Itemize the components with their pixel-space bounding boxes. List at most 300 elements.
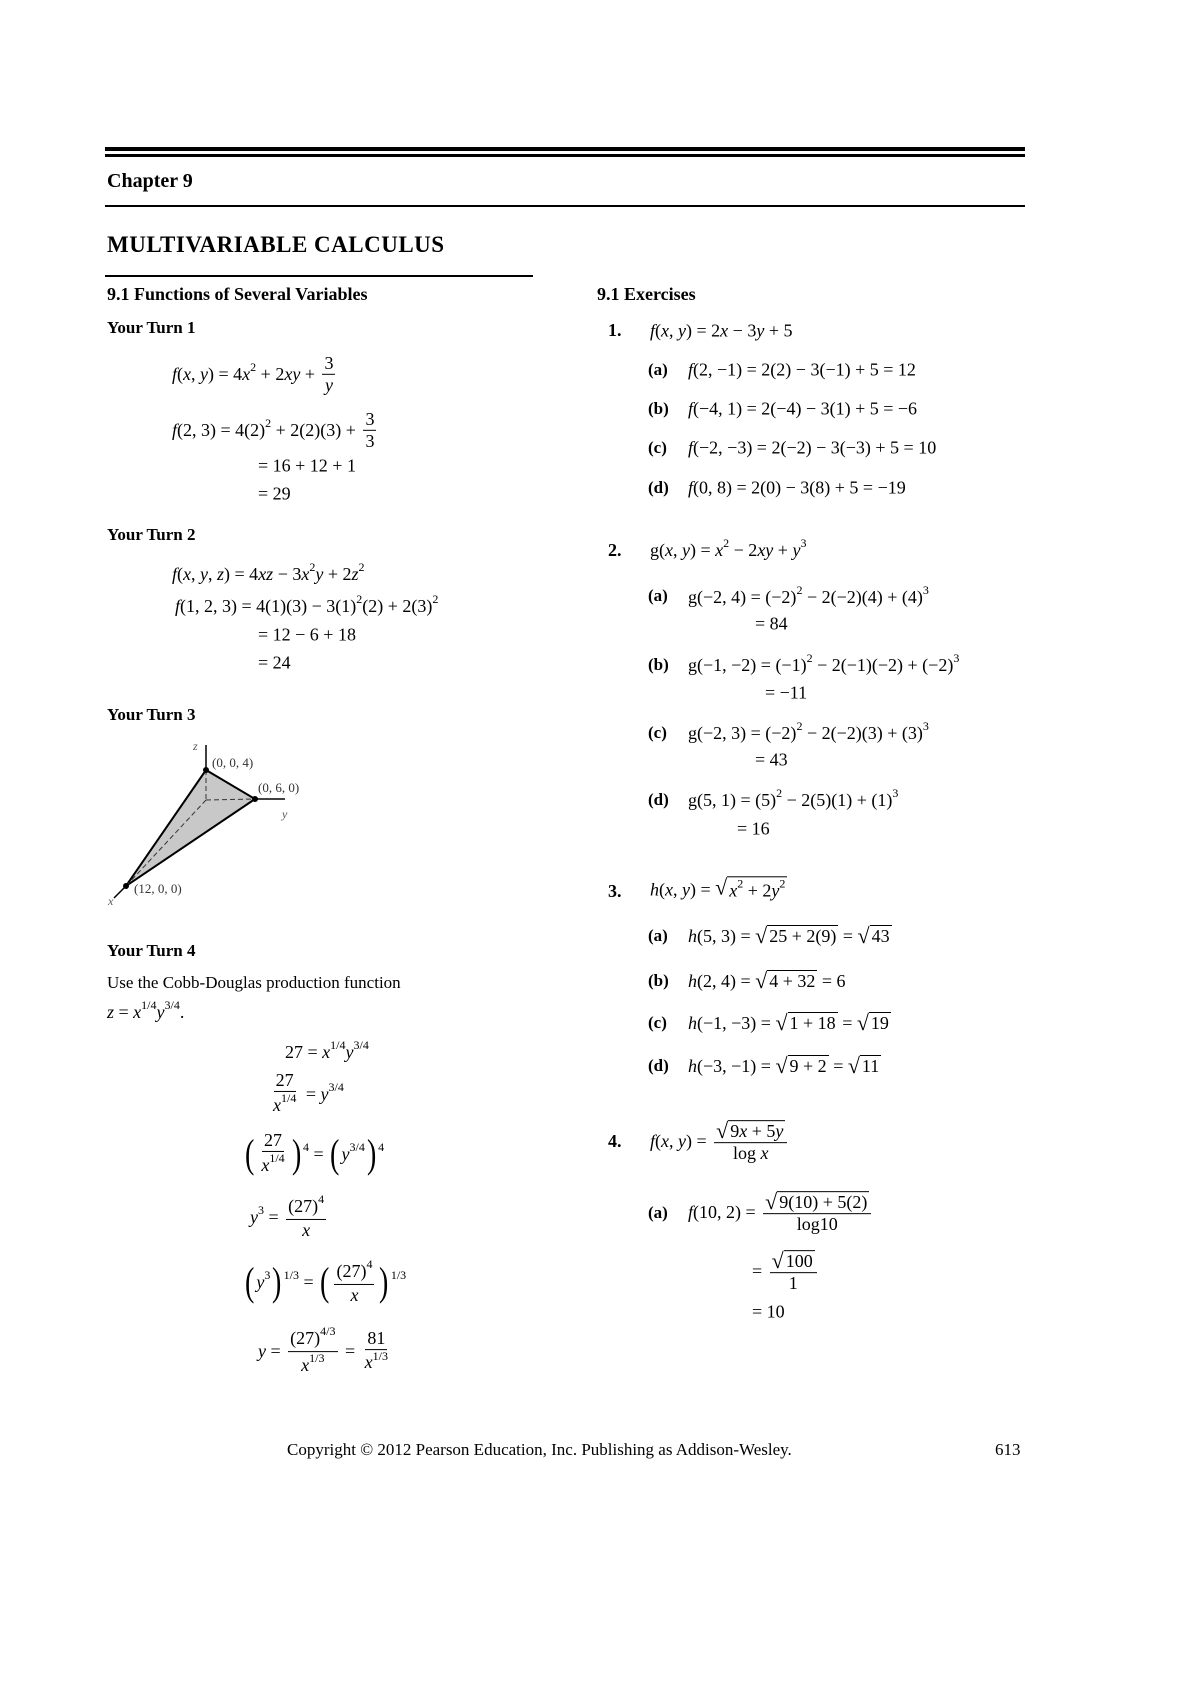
math-text: 2 xyxy=(776,785,783,800)
numerator xyxy=(770,1250,817,1273)
math-text: 3 xyxy=(365,408,375,429)
fraction xyxy=(363,409,376,451)
math-text: log10 xyxy=(796,1214,838,1235)
math-variable: y xyxy=(771,879,780,900)
math-text: 25 + 2(9) xyxy=(769,926,837,946)
math-text: 1/3 xyxy=(390,1267,407,1282)
math-variable: h xyxy=(688,925,697,946)
part-label: (b) xyxy=(648,655,669,674)
square-root xyxy=(755,970,817,992)
superscript xyxy=(318,1193,324,1219)
radical-icon: √ xyxy=(775,1010,788,1035)
math-text: 1/3 xyxy=(283,1267,299,1282)
math-variable: x xyxy=(720,320,729,341)
math-text: − 2(−2)(4) + (4) xyxy=(802,586,923,607)
your-turn-1-heading: Your Turn 1 xyxy=(107,318,196,337)
math-text: , xyxy=(191,363,201,384)
math-text: + xyxy=(773,539,793,560)
radicand xyxy=(784,1250,815,1272)
superscript xyxy=(391,1269,406,1295)
math-text: 4 xyxy=(378,1139,385,1154)
math-text: 3/4 xyxy=(328,1079,344,1094)
math-text: ( xyxy=(655,320,662,341)
math-variable: y xyxy=(200,363,209,384)
math-text: (27) xyxy=(336,1260,367,1281)
header-rule-thick xyxy=(105,154,1025,157)
chapter-title: MULTIVARIABLE CALCULUS xyxy=(107,232,445,257)
math-variable: f xyxy=(688,477,694,498)
math-text: 3/4 xyxy=(349,1139,365,1154)
fraction xyxy=(271,1070,298,1118)
math-text: = xyxy=(299,1271,319,1292)
section-heading: 9.1 Functions of Several Variables xyxy=(107,284,368,304)
superscript xyxy=(330,1039,345,1065)
part-label: (a) xyxy=(648,926,668,945)
math-text: 3 xyxy=(324,352,334,373)
math-text: 2 xyxy=(737,876,744,891)
equation xyxy=(688,1055,881,1077)
equation xyxy=(688,1012,891,1034)
page-number: 613 xyxy=(995,1440,1021,1459)
superscript xyxy=(284,1269,299,1295)
math-variable: x xyxy=(661,320,670,341)
math-text: 1/4 xyxy=(141,997,157,1012)
math-variable: f xyxy=(175,595,181,616)
math-text: = −11 xyxy=(765,682,808,703)
math-text: 2 xyxy=(356,591,363,606)
math-variable: x xyxy=(739,1121,748,1142)
header-rule xyxy=(105,205,1025,207)
math-text: log xyxy=(733,1143,761,1164)
equation xyxy=(258,1325,393,1379)
math-variable: x xyxy=(273,1094,281,1115)
math-text: = xyxy=(838,925,858,946)
math-variable: y xyxy=(341,1143,350,1164)
math-text: + 2(2)(3) + xyxy=(271,419,361,440)
square-root xyxy=(716,1120,785,1142)
radicand xyxy=(767,925,838,947)
math-text: = 43 xyxy=(755,749,788,770)
radical-icon: √ xyxy=(775,1053,788,1078)
large-paren: ) xyxy=(366,1130,377,1176)
math-variable: f xyxy=(650,1131,656,1152)
math-text: 100 xyxy=(785,1251,813,1272)
equation xyxy=(172,561,365,587)
math-text: (2, 3) = 4(2) xyxy=(177,419,266,440)
radicand xyxy=(727,876,787,903)
numerator xyxy=(365,1328,387,1350)
superscript xyxy=(349,1141,364,1167)
math-variable: y xyxy=(256,1271,265,1292)
square-root xyxy=(772,1250,815,1272)
math-text: 3 xyxy=(264,1267,271,1282)
radicand xyxy=(869,1012,891,1034)
superscript xyxy=(354,1039,369,1065)
math-text: 2 xyxy=(309,559,316,574)
math-text: = 16 xyxy=(737,818,770,839)
numerator xyxy=(274,1070,296,1092)
superscript xyxy=(953,652,959,678)
math-variable: y xyxy=(756,320,765,341)
math-text: 3 xyxy=(922,718,929,733)
math-text: 2 xyxy=(432,591,439,606)
math-variable: y xyxy=(156,1001,165,1022)
math-text: 3 xyxy=(258,1202,264,1217)
radicand xyxy=(767,970,817,992)
superscript xyxy=(800,537,806,563)
radicand xyxy=(788,1012,838,1034)
math-text: 4 xyxy=(318,1191,325,1206)
equation xyxy=(688,1191,874,1235)
equation xyxy=(268,1070,344,1118)
math-text: 3/4 xyxy=(164,997,180,1012)
numerator xyxy=(714,1120,787,1143)
math-text: (2) + 2(3) xyxy=(362,595,433,616)
math-text: = 12 − 6 + 18 xyxy=(258,624,356,645)
exercise-number: 1. xyxy=(608,320,622,340)
math-text: , xyxy=(208,563,218,584)
math-text: 19 xyxy=(870,1013,889,1033)
equation xyxy=(650,876,787,903)
denominator xyxy=(299,1353,326,1379)
math-text: , xyxy=(191,563,201,584)
math-text: 27 xyxy=(264,1129,282,1150)
math-text: = 16 + 12 + 1 xyxy=(258,455,356,476)
math-text: 2 xyxy=(796,718,803,733)
equation xyxy=(688,584,929,610)
superscript xyxy=(432,593,438,619)
math-variable: x xyxy=(364,1352,373,1373)
fraction xyxy=(714,1120,787,1164)
square-root xyxy=(857,1012,891,1034)
math-text: 1/3 xyxy=(372,1348,388,1363)
math-text: − 3 xyxy=(728,320,757,341)
equation xyxy=(688,970,846,992)
equation xyxy=(765,683,807,704)
equation xyxy=(752,1302,785,1323)
part-label: (a) xyxy=(648,360,668,379)
large-paren: ( xyxy=(244,1130,255,1176)
math-variable: x xyxy=(183,363,192,384)
square-root xyxy=(715,876,787,903)
math-text: + xyxy=(300,363,320,384)
math-variable: h xyxy=(688,1012,697,1033)
math-variable: x xyxy=(242,363,251,384)
math-text: ) = xyxy=(686,1131,712,1152)
math-text: 2 xyxy=(779,876,786,891)
math-text: 1 + 18 xyxy=(789,1013,836,1033)
denominator xyxy=(795,1214,840,1235)
instruction-text: Use the Cobb-Douglas production function xyxy=(107,973,401,992)
math-text: = xyxy=(837,1012,857,1033)
math-text: 11 xyxy=(861,1056,880,1076)
math-text: 2 xyxy=(358,559,365,574)
math-text: = xyxy=(828,1055,848,1076)
math-text: 81 xyxy=(367,1327,386,1348)
math-variable: xz xyxy=(258,563,274,584)
numerator xyxy=(334,1258,374,1285)
title-rule xyxy=(105,275,533,277)
equation xyxy=(650,321,792,342)
your-turn-2-heading: Your Turn 2 xyxy=(107,525,196,544)
math-variable: x xyxy=(301,1355,310,1376)
equation xyxy=(107,999,184,1025)
part-label: (d) xyxy=(648,1056,669,1075)
math-text: 2 xyxy=(250,359,257,374)
plane-triangle xyxy=(126,770,255,886)
math-text: 3 xyxy=(365,430,375,451)
equation xyxy=(650,537,806,563)
superscript xyxy=(359,561,365,587)
math-text: 3 xyxy=(953,650,960,665)
exercise-number: 2. xyxy=(608,540,622,560)
equation xyxy=(258,484,291,505)
math-variable: x xyxy=(302,1220,311,1241)
math-text: − 2(−1)(−2) + (−2) xyxy=(812,654,954,675)
math-text: + 2 xyxy=(256,363,285,384)
part-label: (c) xyxy=(648,723,667,742)
math-text: 3 xyxy=(892,785,899,800)
math-variable: z xyxy=(351,563,359,584)
part-label: (c) xyxy=(648,438,667,457)
math-variable: y xyxy=(250,1206,258,1227)
math-text: ) = 4 xyxy=(208,363,243,384)
math-text: , xyxy=(669,1131,679,1152)
fraction xyxy=(363,1328,390,1376)
math-text: 4 xyxy=(366,1256,373,1271)
y-axis-label: y xyxy=(282,807,288,821)
radical-icon: √ xyxy=(847,1053,860,1078)
math-text: 1 xyxy=(788,1273,798,1294)
math-variable: x xyxy=(760,1143,769,1164)
math-text: (−3, −1) = xyxy=(697,1055,776,1076)
math-text: 43 xyxy=(871,926,890,946)
math-variable: z xyxy=(217,563,225,584)
math-variable: x xyxy=(301,563,310,584)
math-text: 1/4 xyxy=(330,1037,346,1052)
square-root xyxy=(858,925,892,947)
radical-icon: √ xyxy=(716,1118,729,1144)
math-variable: x xyxy=(183,563,192,584)
math-text: = xyxy=(752,1261,767,1282)
math-text: g(5, 1) = (5) xyxy=(688,789,777,810)
math-text: 2 xyxy=(265,415,272,430)
math-text: 4 + 32 xyxy=(769,971,816,991)
point-x xyxy=(123,883,129,889)
exercise-number: 3. xyxy=(608,881,622,901)
math-text: (27) xyxy=(290,1327,321,1348)
denominator xyxy=(271,1092,298,1118)
fraction xyxy=(286,1193,326,1241)
math-variable: f xyxy=(172,563,178,584)
math-text: 3 xyxy=(922,582,929,597)
equation xyxy=(688,925,892,947)
math-text: 9 xyxy=(730,1121,740,1142)
header-rule-thick xyxy=(105,147,1025,151)
math-variable: f xyxy=(172,419,178,440)
denominator xyxy=(323,375,335,396)
denominator xyxy=(363,431,376,452)
point-x-label: (12, 0, 0) xyxy=(134,881,182,896)
equation xyxy=(688,399,917,420)
math-variable: f xyxy=(688,359,694,380)
math-text: (−4, 1) = 2(−4) − 3(1) + 5 = −6 xyxy=(693,398,918,419)
math-variable: x xyxy=(261,1154,270,1175)
math-text: − 3 xyxy=(273,563,302,584)
equation xyxy=(755,750,788,771)
math-text: = 24 xyxy=(258,652,291,673)
math-text: 1/4 xyxy=(281,1090,297,1105)
math-variable: y xyxy=(678,1131,687,1152)
math-text: (27) xyxy=(288,1195,319,1216)
superscript xyxy=(141,999,156,1025)
superscript xyxy=(892,787,898,813)
part-label: (a) xyxy=(648,1203,668,1222)
square-root xyxy=(755,925,838,947)
math-variable: y xyxy=(682,539,690,560)
equation xyxy=(243,1130,384,1178)
exercises-heading: 9.1 Exercises xyxy=(597,284,696,304)
superscript xyxy=(366,1258,372,1284)
superscript xyxy=(779,877,785,903)
equation xyxy=(752,1250,820,1294)
math-text: − 2(−2)(3) + (3) xyxy=(802,722,923,743)
math-text: 3/4 xyxy=(353,1037,369,1052)
math-variable: y xyxy=(792,539,801,560)
math-text: = xyxy=(114,1001,134,1022)
math-text: − 2(5)(1) + (1) xyxy=(782,789,893,810)
math-text: = xyxy=(301,1083,321,1104)
math-variable: y xyxy=(775,1121,784,1142)
equation xyxy=(755,614,788,635)
superscript xyxy=(320,1325,335,1351)
superscript xyxy=(309,1353,324,1379)
x-axis-label: x xyxy=(108,894,114,908)
math-text: (−2, −3) = 2(−2) − 3(−3) + 5 = 10 xyxy=(693,437,937,458)
equation xyxy=(258,456,356,477)
point-z-label: (0, 0, 4) xyxy=(212,755,254,770)
math-variable: z xyxy=(107,1001,115,1022)
large-paren: ( xyxy=(244,1258,255,1304)
math-variable: x xyxy=(661,1131,670,1152)
denominator xyxy=(348,1285,360,1306)
radical-icon: √ xyxy=(856,1010,869,1035)
equation xyxy=(688,652,959,678)
math-text: = 29 xyxy=(258,483,291,504)
superscript xyxy=(923,584,929,610)
math-variable: h xyxy=(650,879,659,900)
superscript xyxy=(378,1141,384,1167)
equation xyxy=(172,409,379,451)
equation xyxy=(688,787,898,813)
math-variable: y xyxy=(682,879,690,900)
numerator xyxy=(322,353,335,375)
z-axis-label: z xyxy=(193,739,198,753)
radicand xyxy=(788,1055,829,1077)
superscript xyxy=(281,1092,296,1118)
math-text: ( xyxy=(177,563,184,584)
math-variable: xy xyxy=(757,539,774,560)
fraction xyxy=(334,1258,374,1306)
math-text: , xyxy=(673,539,682,560)
math-variable: xy xyxy=(284,363,301,384)
equation xyxy=(285,1039,369,1065)
square-root xyxy=(775,1055,828,1077)
math-text: 4/3 xyxy=(320,1324,336,1339)
math-text: 1/3 xyxy=(309,1351,325,1366)
math-text: g(−2, 3) = (−2) xyxy=(688,722,797,743)
math-text: (2, 4) = xyxy=(697,970,756,991)
math-text: (5, 3) = xyxy=(697,925,756,946)
part-label: (c) xyxy=(648,1013,667,1032)
denominator xyxy=(300,1220,312,1241)
equation xyxy=(737,819,770,840)
math-text: ) = 4 xyxy=(224,563,259,584)
point-y-label: (0, 6, 0) xyxy=(258,780,300,795)
equation xyxy=(258,653,291,674)
numerator xyxy=(286,1193,326,1220)
denominator xyxy=(787,1273,800,1294)
math-variable: h xyxy=(688,1055,697,1076)
equation xyxy=(688,438,936,459)
numerator xyxy=(262,1130,284,1152)
math-variable: y xyxy=(200,563,209,584)
math-variable: x xyxy=(350,1285,359,1306)
math-text: + 2 xyxy=(743,879,772,900)
math-text: g(−1, −2) = (−1) xyxy=(688,654,807,675)
fraction xyxy=(288,1325,337,1379)
part-label: (d) xyxy=(648,478,669,497)
math-text: + 2 xyxy=(323,563,352,584)
math-variable: y xyxy=(324,374,333,395)
math-text: 3 xyxy=(800,535,807,550)
math-text: 27 = xyxy=(285,1041,323,1062)
superscript xyxy=(923,720,929,746)
math-text: ) = 2 xyxy=(686,320,721,341)
exercise-number: 4. xyxy=(608,1131,622,1151)
math-text: ( xyxy=(659,879,665,900)
math-text: = xyxy=(309,1143,329,1164)
fraction xyxy=(322,353,335,395)
math-variable: x xyxy=(665,539,673,560)
math-text: , xyxy=(669,320,679,341)
math-text: (−1, −3) = xyxy=(697,1012,776,1033)
math-variable: y xyxy=(315,563,324,584)
radicand xyxy=(728,1120,785,1142)
math-text: = 10 xyxy=(752,1301,785,1322)
chapter-label: Chapter 9 xyxy=(107,170,193,192)
math-variable: x xyxy=(133,1001,142,1022)
math-variable: x xyxy=(715,539,724,560)
equation xyxy=(243,1258,406,1306)
radical-icon: √ xyxy=(857,923,870,948)
equation xyxy=(258,625,356,646)
part-label: (b) xyxy=(648,971,669,990)
large-paren: ) xyxy=(291,1130,302,1176)
math-variable: h xyxy=(688,970,697,991)
math-text: − 2 xyxy=(729,539,758,560)
math-variable: y xyxy=(258,1341,266,1362)
equation xyxy=(175,593,438,619)
equation xyxy=(650,1120,790,1164)
math-variable: y xyxy=(678,320,687,341)
math-text: g( xyxy=(650,539,665,560)
part-label: (b) xyxy=(648,399,669,418)
radicand xyxy=(777,1191,869,1213)
math-text: (10, 2) = xyxy=(693,1202,761,1223)
math-text: 27 xyxy=(275,1069,294,1090)
point-z xyxy=(203,767,209,773)
